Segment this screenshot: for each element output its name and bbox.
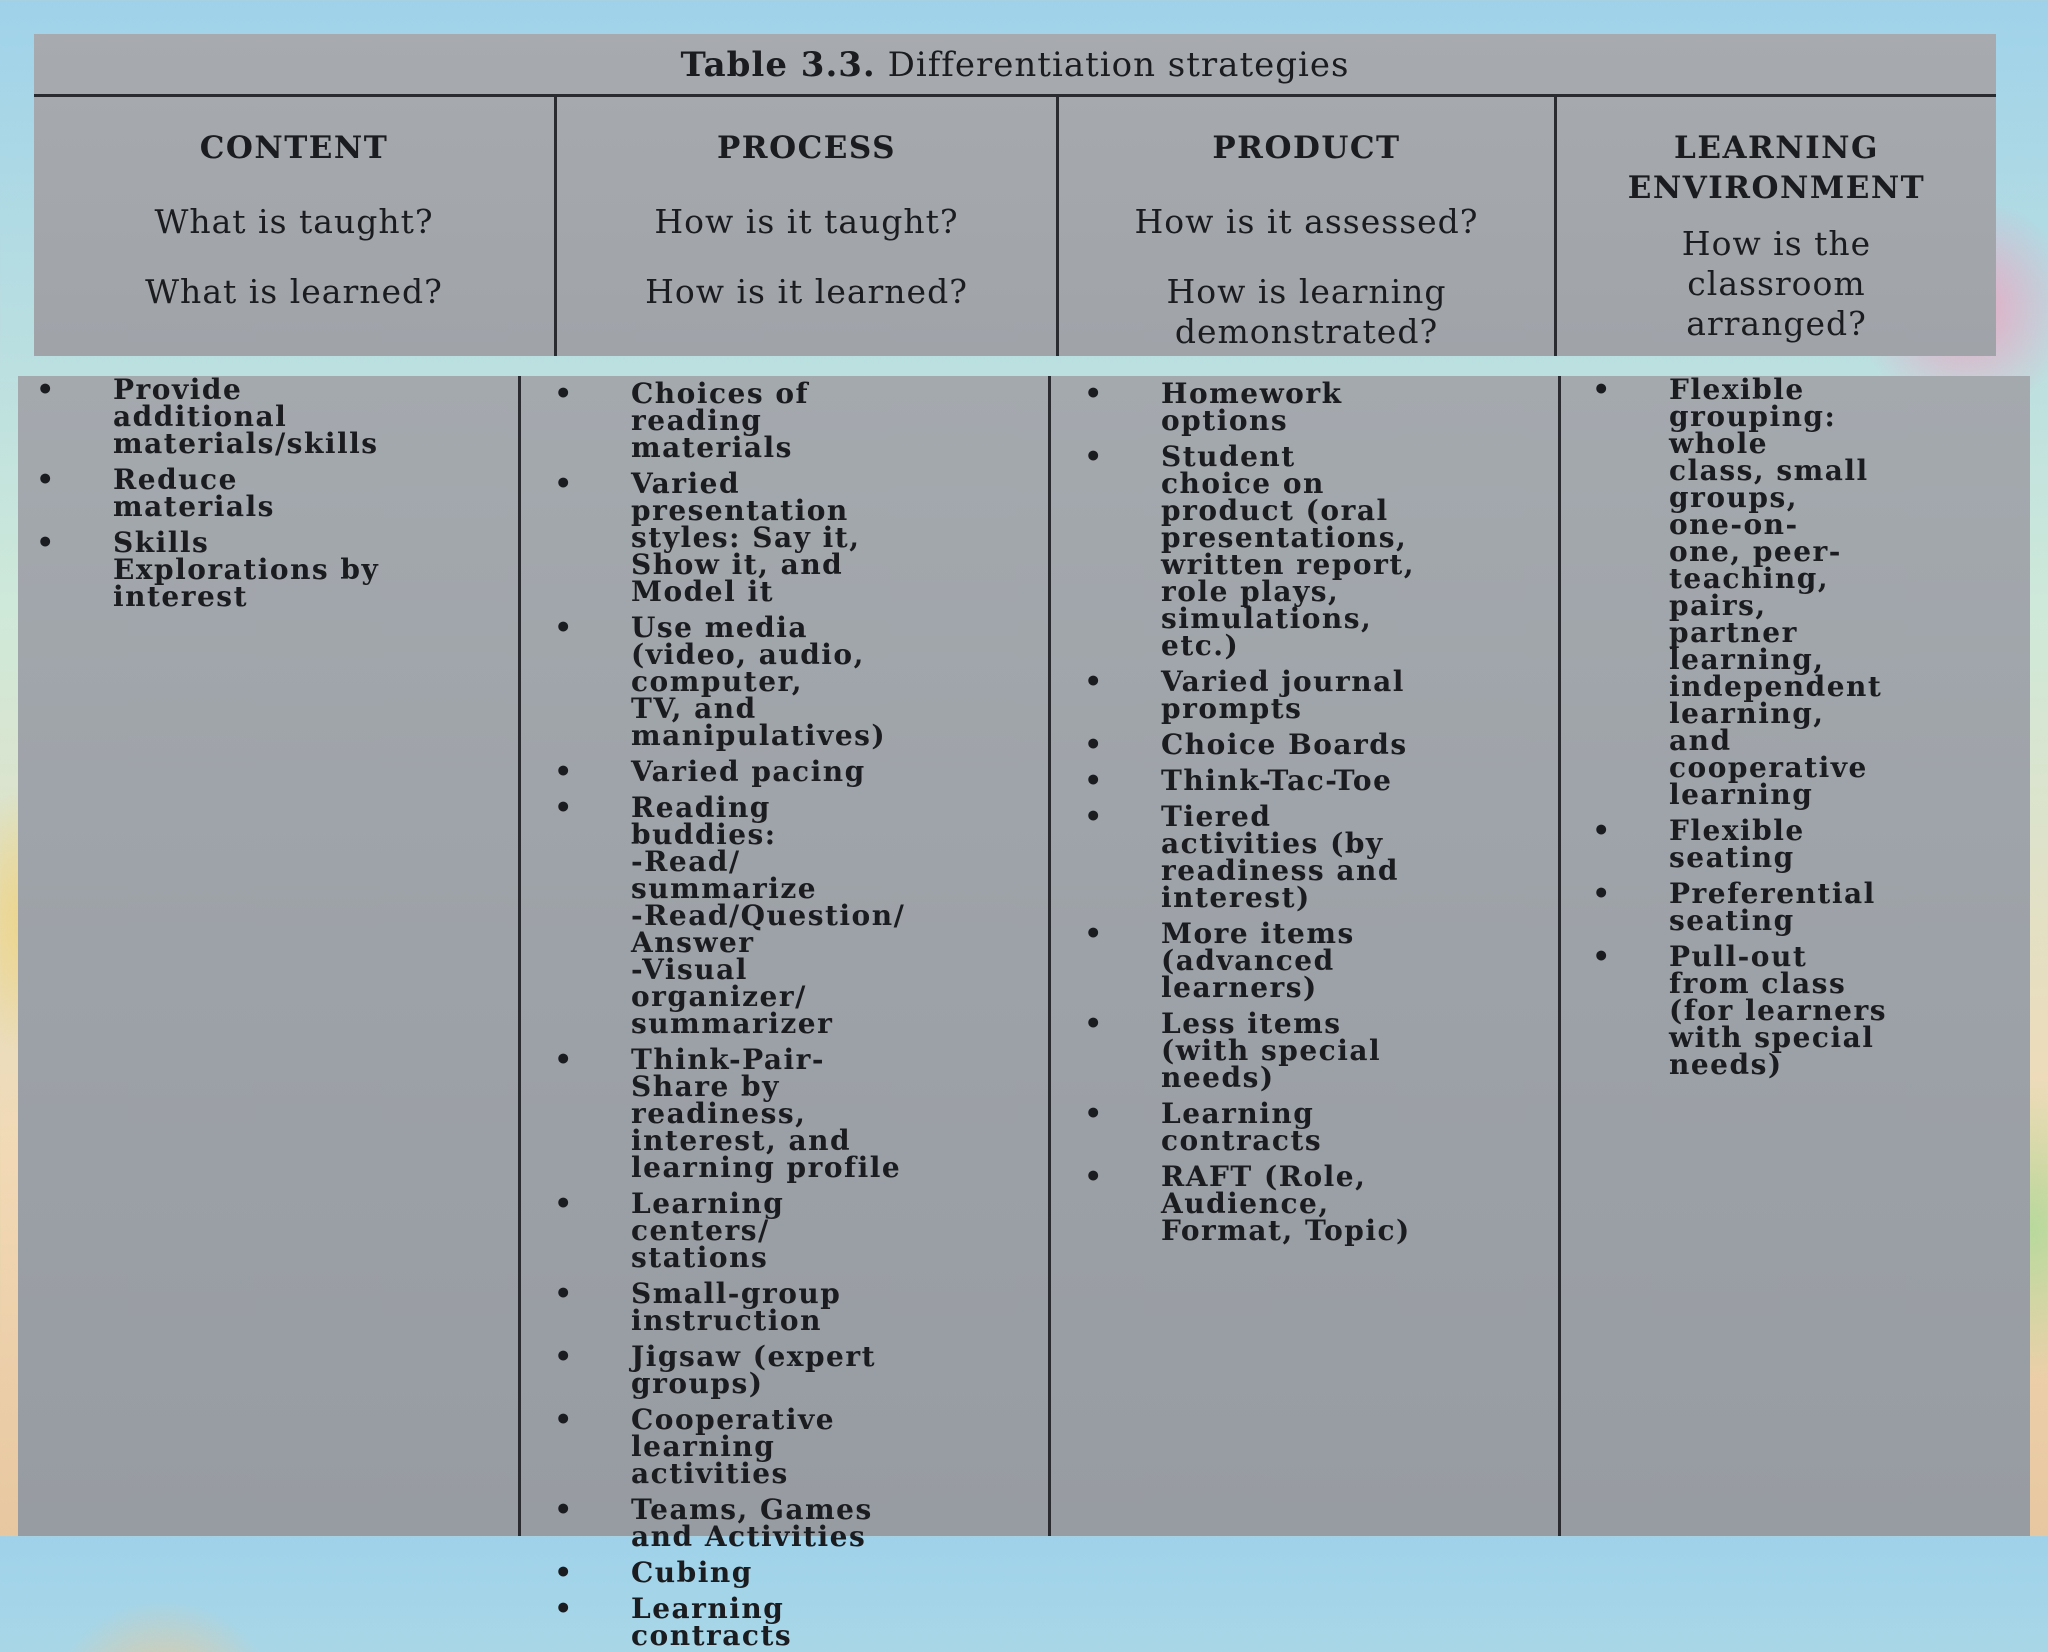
environment-strategies-list (1574, 373, 2030, 1081)
bullet-icon: • (1592, 814, 1612, 847)
bullet-icon: • (554, 377, 574, 410)
content-strategy-item (18, 373, 518, 460)
product-strategy-item (1066, 1160, 1558, 1247)
environment-strategy-item (1574, 814, 2030, 874)
product-strategy-item (1066, 1097, 1558, 1157)
bullet-icon: • (554, 1556, 574, 1589)
process-strategy-item (536, 1403, 1048, 1490)
bullet-icon: • (1084, 377, 1104, 410)
process-strategy-item (536, 1043, 1048, 1184)
environment-strategy-item (1574, 940, 2030, 1081)
table-number: Table 3.3. (680, 45, 876, 85)
bullet-icon: • (1592, 940, 1612, 973)
product-strategy-text: Varied journal prompts (1161, 665, 1405, 725)
environment-strategy-text: Flexible seating (1669, 814, 1805, 874)
header-content (34, 98, 554, 356)
bullet-icon: • (1084, 1160, 1104, 1193)
product-strategy-item (1066, 1007, 1558, 1094)
product-strategies-list (1066, 377, 1558, 1247)
process-strategy-text: Small-group instruction (631, 1277, 842, 1337)
product-strategy-text: Homework options (1161, 377, 1343, 437)
process-strategy-item (536, 467, 1048, 608)
product-strategy-text: Learning contracts (1161, 1097, 1323, 1157)
product-strategy-text: Student choice on product (oral presentations, written report, role plays, simulations, etc.) (1161, 440, 1416, 662)
question-what-learned: What is learned? (145, 272, 443, 311)
product-strategy-item (1066, 665, 1558, 725)
process-strategy-text: Reading buddies: -Read/ summarize -Read/Question/ Answer -Visual organizer/ summarizer (631, 791, 906, 1040)
table-body-photo (18, 373, 2030, 1652)
process-strategy-item (536, 1277, 1048, 1337)
environment-column (1574, 373, 2030, 1536)
bullet-icon: • (554, 755, 574, 788)
process-strategy-item (536, 377, 1048, 464)
bullet-icon: • (1084, 917, 1104, 950)
process-strategy-text: Learning centers/ stations (631, 1187, 785, 1274)
bullet-icon: • (1084, 728, 1104, 761)
environment-strategy-item (1574, 877, 2030, 937)
process-strategy-item (536, 1187, 1048, 1274)
header-process (557, 98, 1056, 356)
column-title-learning-environment: LEARNING ENVIRONMENT (1627, 130, 1926, 206)
process-strategy-text: Teams, Games and Activities (631, 1493, 873, 1553)
content-strategy-text: Provide additional materials/skills (113, 373, 379, 460)
product-strategy-item (1066, 728, 1558, 761)
product-strategy-text: More items (advanced learners) (1161, 917, 1355, 1004)
process-strategy-item (536, 791, 1048, 1040)
column-divider (1048, 376, 1051, 1536)
bullet-icon: • (554, 1403, 574, 1436)
content-column (18, 373, 518, 1536)
table-caption: Differentiation strategies (875, 45, 1350, 85)
column-title-process: PROCESS (717, 130, 896, 166)
header-learning-environment (1557, 98, 1996, 356)
bullet-icon: • (554, 467, 574, 500)
bullet-icon: • (1592, 373, 1612, 406)
bullet-icon: • (1084, 800, 1104, 833)
product-strategy-text: Less items (with special needs) (1161, 1007, 1382, 1094)
process-strategy-item (536, 1493, 1048, 1553)
question-what-taught: What is taught? (154, 202, 434, 241)
bullet-icon: • (1084, 440, 1104, 473)
header-product (1059, 98, 1554, 356)
bullet-icon: • (554, 1277, 574, 1310)
environment-strategy-text: Flexible grouping: whole class, small groups, one-on- one, peer- teaching, pairs, partner learning, independent learning, and cooperative learning (1669, 373, 1883, 811)
product-strategy-text: Tiered activities (by readiness and interest) (1161, 800, 1399, 914)
process-strategy-item (536, 1340, 1048, 1400)
process-strategy-item (536, 1592, 1048, 1652)
process-strategy-item (536, 1556, 1048, 1589)
process-strategies-list (536, 377, 1048, 1652)
header-rule (34, 94, 1996, 97)
bullet-icon: • (1084, 1007, 1104, 1040)
content-strategy-text: Skills Explorations by interest (113, 526, 380, 613)
process-strategy-text: Use media (video, audio, computer, TV, and manipulatives) (631, 611, 887, 752)
product-strategy-text: RAFT (Role, Audience, Format, Topic) (1161, 1160, 1411, 1247)
process-strategy-text: Cubing (631, 1556, 753, 1589)
product-column (1066, 376, 1558, 1536)
process-strategy-text: Think-Pair- Share by readiness, interest, and learning profile (631, 1043, 902, 1184)
process-strategy-text: Varied presentation styles: Say it, Show it, and Model it (631, 467, 861, 608)
product-strategy-item (1066, 917, 1558, 1004)
process-strategy-text: Cooperative learning activities (631, 1403, 836, 1490)
bullet-icon: • (554, 1493, 574, 1526)
product-strategy-text: Think-Tac-Toe (1161, 764, 1393, 797)
content-strategy-item (18, 526, 518, 613)
process-strategy-item (536, 755, 1048, 788)
product-strategy-item (1066, 764, 1558, 797)
column-divider (518, 376, 521, 1536)
bullet-icon: • (36, 526, 56, 559)
content-strategy-text: Reduce materials (113, 463, 275, 523)
bullet-icon: • (1084, 665, 1104, 698)
process-strategy-text: Varied pacing (631, 755, 866, 788)
product-strategy-item (1066, 377, 1558, 437)
question-how-assessed: How is it assessed? (1134, 202, 1479, 241)
column-title-product: PRODUCT (1212, 130, 1401, 166)
process-strategy-item (536, 611, 1048, 752)
question-classroom-arranged: How is the classroom arranged? (1681, 224, 1872, 343)
bullet-icon: • (554, 1340, 574, 1373)
column-divider (1558, 376, 1561, 1536)
environment-strategy-text: Pull-out from class (for learners with special needs) (1669, 940, 1888, 1081)
environment-strategy-item (1574, 373, 2030, 811)
process-strategy-text: Learning contracts (631, 1592, 793, 1652)
content-strategy-item (18, 463, 518, 523)
product-strategy-item (1066, 440, 1558, 662)
bullet-icon: • (36, 373, 56, 406)
question-how-demonstrated: How is learning demonstrated? (1166, 272, 1447, 351)
product-strategy-item (1066, 800, 1558, 914)
bullet-icon: • (554, 611, 574, 644)
table-title (34, 38, 1996, 92)
bullet-icon: • (1592, 877, 1612, 910)
question-how-learned: How is it learned? (645, 272, 968, 311)
table-header-photo (34, 34, 1996, 356)
process-column (536, 376, 1048, 1652)
bullet-icon: • (36, 463, 56, 496)
bullet-icon: • (554, 1187, 574, 1220)
environment-strategy-text: Preferential seating (1669, 877, 1876, 937)
bullet-icon: • (554, 791, 574, 824)
content-strategies-list (18, 373, 518, 613)
bullet-icon: • (1084, 764, 1104, 797)
column-title-content: CONTENT (199, 130, 389, 166)
question-how-taught: How is it taught? (654, 202, 959, 241)
process-strategy-text: Choices of reading materials (631, 377, 810, 464)
bullet-icon: • (554, 1592, 574, 1625)
bullet-icon: • (1084, 1097, 1104, 1130)
bullet-icon: • (554, 1043, 574, 1076)
process-strategy-text: Jigsaw (expert groups) (631, 1340, 877, 1400)
product-strategy-text: Choice Boards (1161, 728, 1408, 761)
